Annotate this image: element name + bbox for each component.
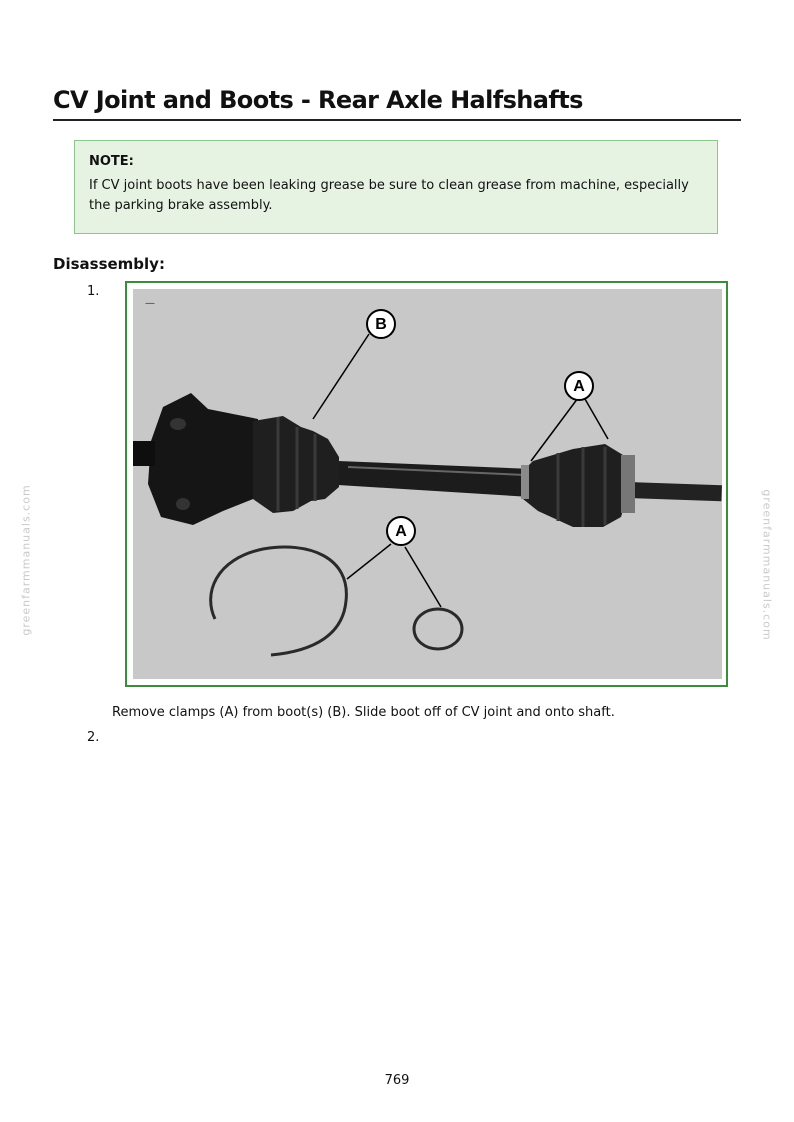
- note-box: [74, 140, 718, 234]
- axle-shaft: [338, 461, 533, 497]
- figure-frame: [125, 281, 728, 687]
- figure-caption: Remove clamps (A) from boot(s) (B). Slide boot off of CV joint and onto shaft.: [112, 705, 615, 720]
- page-title: CV Joint and Boots - Rear Axle Halfshafts: [53, 86, 741, 121]
- inboard-stub: [133, 441, 155, 466]
- watermark-left: greenfarmmanuals.com: [19, 484, 33, 636]
- outboard-boot: [523, 444, 631, 527]
- note-text: If CV joint boots have been leaking grease be sure to clean grease from machine, especially the parking brake assembly.: [89, 178, 689, 213]
- callout-a-top: [565, 372, 593, 400]
- small-clamp: [414, 609, 462, 649]
- svg-text:A: A: [395, 523, 407, 540]
- svg-text:A: A: [573, 378, 585, 395]
- step-number: 1.: [87, 284, 100, 299]
- shaft-end: [627, 482, 722, 501]
- inboard-housing: [148, 393, 258, 525]
- callout-b: [367, 310, 395, 338]
- watermark-right: greenfarmmanuals.com: [760, 489, 774, 641]
- step-number: 2.: [87, 730, 100, 745]
- photo-mark: —: [145, 298, 155, 309]
- section-heading: Disassembly:: [53, 255, 165, 273]
- cv-axle-photo: [133, 289, 722, 679]
- callout-a-bottom: [387, 517, 415, 545]
- svg-text:B: B: [375, 316, 387, 333]
- large-clamp: [211, 547, 347, 655]
- cv-axle-illustration: [133, 289, 722, 679]
- page-number: 769: [384, 1073, 410, 1088]
- outboard-clamp: [521, 465, 529, 499]
- outboard-joint: [621, 455, 635, 513]
- note-label: NOTE:: [89, 154, 134, 169]
